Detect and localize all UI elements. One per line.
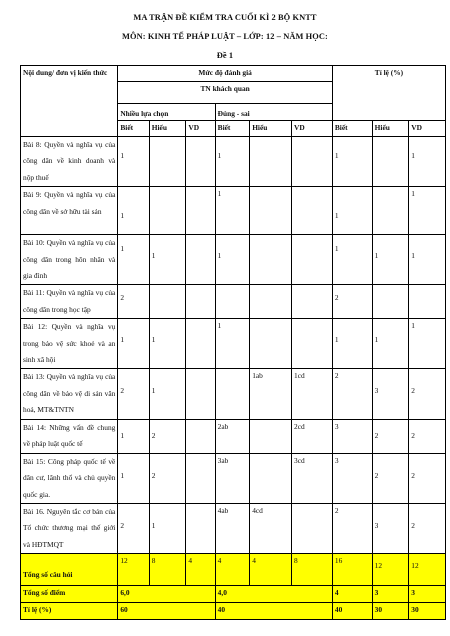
cell: 2 [118,369,149,419]
cell: 1 [332,235,372,285]
cell [372,285,409,319]
content-header: Nội dung/ đơn vị kiến thức [21,66,118,137]
cell: 2 [332,503,372,553]
col-header: VD [186,121,215,137]
cell: 3ab [215,453,250,503]
percent-ratio-cell: 40 [332,603,372,620]
cell: 2 [149,453,186,503]
cell: 2 [332,285,372,319]
cell [186,503,215,553]
cell: 1 [149,369,186,419]
cell [186,137,215,187]
cell: 1 [372,319,409,369]
cell: 1 [332,319,372,369]
exam-matrix-table [20,65,446,620]
table-row [21,419,446,453]
total-cell: 12 [372,554,409,586]
cell [186,453,215,503]
cell [372,137,409,187]
cell [250,187,292,235]
col-header: Biết [118,121,149,137]
cell: 1 [409,319,446,369]
cell: 1 [332,187,372,235]
cell [409,285,446,319]
cell: 2ab [215,419,250,453]
cell: 1 [409,235,446,285]
table-row [21,369,446,419]
cell: 1 [215,235,250,285]
table-row [21,503,446,553]
total-percent-label: Tỉ lệ (%) [21,603,118,620]
cell [186,187,215,235]
tf-header: Đúng - sai [215,104,332,121]
cell [149,285,186,319]
cell: 1 [118,137,149,187]
lesson-cell: Bài 12: Quyền và nghĩa vụ trong bảo vệ sức khoẻ và an sinh xã hội [21,319,118,369]
cell [149,187,186,235]
lesson-cell: Bài 10: Quyền và nghĩa vụ của công dân trong hôn nhân và gia đình [21,235,118,285]
lesson-cell: Bài 11: Quyền và nghĩa vụ của công dân trong học tập [21,285,118,319]
cell [186,235,215,285]
lesson-cell: Bài 15: Công pháp quốc tế về dân cư, lãnh thổ và chủ quyền quốc gia. [21,453,118,503]
total-cell: 4 [186,554,215,586]
lesson-cell: Bài 14: Những vấn đề chung về pháp luật quốc tế [21,419,118,453]
col-header: Hiểu [250,121,292,137]
col-header: VD [409,121,446,137]
cell: 2 [149,419,186,453]
lesson-cell: Bài 16. Nguyên tắc cơ bản của Tổ chức thương mại thế giới và HĐTMQT [21,503,118,553]
cell: 2 [332,369,372,419]
ratio-header: Tỉ lệ (%) [332,66,445,121]
cell: 3cd [292,453,333,503]
cell [215,285,250,319]
cell: 1 [118,453,149,503]
cell: 1 [215,137,250,187]
points-ratio-cell: 3 [372,586,409,603]
cell: 3 [372,503,409,553]
cell: 1 [409,187,446,235]
lesson-cell: Bài 13: Quyền và nghĩa vụ của công dân về bảo vệ di sản văn hoá, MT&TNTN [21,369,118,419]
total-cell: 16 [332,554,372,586]
cell [292,285,333,319]
total-cell: 12 [409,554,446,586]
col-header: VD [292,121,333,137]
cell [186,369,215,419]
total-cell: 4 [215,554,250,586]
cell [250,137,292,187]
table-row [21,319,446,369]
table-row [21,137,446,187]
cell: 3 [332,419,372,453]
total-points-label: Tổng số điểm [21,586,118,603]
cell: 3 [332,453,372,503]
lesson-cell: Bài 8: Quyền và nghĩa vụ của công dân về kinh doanh và nộp thuế [21,137,118,187]
doc-title-line1: MA TRẬN ĐỀ KIỂM TRA CUỐI KÌ 2 BỘ KNTT [133,13,317,22]
cell: 2 [409,369,446,419]
doc-title-line2: MÔN: KINH TẾ PHÁP LUẬT – LỚP: 12 – NĂM HỌC: [122,32,328,41]
mcq-header: Nhiều lựa chọn [118,104,215,121]
col-header: Hiểu [372,121,409,137]
cell: 1 [409,137,446,187]
points-ratio-cell: 3 [409,586,446,603]
total-cell: 4 [250,554,292,586]
cell [292,187,333,235]
cell [292,319,333,369]
percent-ratio-cell: 30 [372,603,409,620]
percent-mcq: 60 [118,603,215,620]
cell [250,285,292,319]
cell: 1 [118,319,149,369]
cell: 1 [149,503,186,553]
cell: 2cd [292,419,333,453]
total-questions-label: Tổng số câu hỏi [21,554,118,586]
cell: 1 [118,235,149,285]
cell: 2 [409,503,446,553]
cell [186,419,215,453]
cell [250,453,292,503]
cell [186,319,215,369]
cell: 2 [409,419,446,453]
points-mcq: 6,0 [118,586,215,603]
cell [250,419,292,453]
cell [372,187,409,235]
total-questions-row [21,554,446,586]
cell: 2 [409,453,446,503]
cell [250,319,292,369]
col-header: Biết [332,121,372,137]
table-row [21,285,446,319]
col-header: Hiểu [149,121,186,137]
cell [186,285,215,319]
cell: 1ab [250,369,292,419]
cell [292,503,333,553]
total-cell: 12 [118,554,149,586]
cell [292,235,333,285]
total-cell: 8 [292,554,333,586]
cell: 1 [149,319,186,369]
table-row [21,453,446,503]
cell: 3 [372,369,409,419]
doc-title-line3: Đề 1 [216,51,234,60]
total-points-row [21,586,446,603]
cell [292,137,333,187]
cell [215,369,250,419]
table-row [21,187,446,235]
cell: 1 [215,319,250,369]
level-header: Mức độ đánh giá [118,66,333,82]
points-ratio-cell: 4 [332,586,372,603]
lesson-cell: Bài 9: Quyền và nghĩa vụ của công dân về sở hữu tài sản [21,187,118,235]
cell: 2 [372,453,409,503]
cell: 1 [118,187,149,235]
cell: 1 [215,187,250,235]
objective-header: TN khách quan [118,82,333,104]
cell: 2 [372,419,409,453]
cell: 1cd [292,369,333,419]
cell: 1 [118,419,149,453]
total-percent-row [21,603,446,620]
cell: 2 [118,285,149,319]
cell: 2 [118,503,149,553]
cell: 1 [372,235,409,285]
col-header: Biết [215,121,250,137]
percent-tf: 40 [215,603,332,620]
table-row [21,235,446,285]
total-cell: 8 [149,554,186,586]
points-tf: 4,0 [215,586,332,603]
cell: 1 [332,137,372,187]
cell [149,137,186,187]
cell [250,235,292,285]
percent-ratio-cell: 30 [409,603,446,620]
cell: 4ab [215,503,250,553]
cell: 4cd [250,503,292,553]
cell: 1 [149,235,186,285]
